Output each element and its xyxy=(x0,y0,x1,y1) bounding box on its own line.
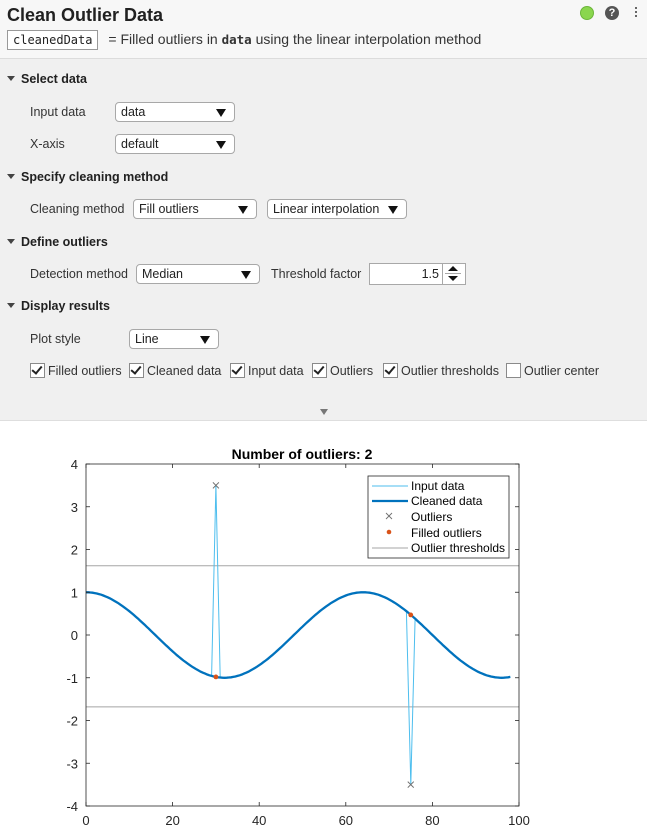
svg-text:2: 2 xyxy=(70,542,78,558)
dropdown-value: data xyxy=(121,105,146,119)
dropdown-value: Median xyxy=(142,267,183,281)
task-header xyxy=(0,0,647,59)
checkbox-input-data[interactable] xyxy=(230,364,304,379)
decrement-icon[interactable] xyxy=(448,276,458,281)
legend-outlier-thresholds: Outlier thresholds xyxy=(411,541,506,555)
checkbox-icon[interactable] xyxy=(506,363,521,378)
checkbox-icon[interactable] xyxy=(129,363,144,378)
spinner-buttons xyxy=(442,264,465,284)
checkbox-outliers[interactable] xyxy=(312,364,373,379)
dropdown-arrow-icon xyxy=(200,336,210,344)
svg-text:100: 100 xyxy=(508,813,530,828)
checkbox-cleaned-data[interactable] xyxy=(129,364,221,379)
checkbox-label: Input data xyxy=(248,364,304,378)
dropdown-arrow-icon xyxy=(238,206,248,214)
fill-method-dropdown[interactable] xyxy=(267,199,407,219)
threshold-factor-spinner[interactable] xyxy=(369,263,466,285)
section-select-data[interactable] xyxy=(7,72,87,86)
detection-method-label: Detection method xyxy=(30,267,128,281)
detection-method-dropdown[interactable] xyxy=(136,264,260,284)
collapse-icon xyxy=(7,239,15,244)
outlier-chart xyxy=(0,420,647,831)
checkbox-outlier-center[interactable] xyxy=(506,364,599,379)
plot-style-dropdown[interactable] xyxy=(129,329,219,349)
task-summary xyxy=(7,30,481,50)
svg-text:-3: -3 xyxy=(66,756,78,772)
cleaning-method-label: Cleaning method xyxy=(30,202,125,216)
collapse-icon xyxy=(7,76,15,81)
svg-text:40: 40 xyxy=(251,813,267,828)
dropdown-arrow-icon xyxy=(216,141,226,149)
expand-panel-icon[interactable] xyxy=(320,409,328,415)
legend-filled-outliers: Filled outliers xyxy=(411,526,482,540)
summary-equals: = xyxy=(108,31,117,47)
dropdown-value: Fill outliers xyxy=(139,202,199,216)
svg-text:0: 0 xyxy=(82,813,90,828)
checkbox-label: Outliers xyxy=(330,364,374,378)
checkbox-icon[interactable] xyxy=(383,363,398,378)
input-data-dropdown[interactable] xyxy=(115,102,235,122)
section-cleaning-method[interactable] xyxy=(7,170,168,184)
section-define-outliers[interactable] xyxy=(7,235,108,249)
x-axis-dropdown[interactable] xyxy=(115,134,235,154)
checkbox-label: Outlier thresholds xyxy=(401,364,499,378)
output-variable-field[interactable]: cleanedData xyxy=(7,30,98,50)
threshold-factor-label: Threshold factor xyxy=(271,267,362,281)
svg-text:80: 80 xyxy=(425,813,440,828)
chart-legend xyxy=(368,476,509,558)
checkbox-label: Outlier center xyxy=(524,364,600,378)
svg-text:-1: -1 xyxy=(66,670,78,686)
svg-text:-4: -4 xyxy=(66,799,78,814)
svg-text:1: 1 xyxy=(70,585,78,601)
legend-input-data: Input data xyxy=(411,479,465,493)
dropdown-value: Line xyxy=(135,332,159,346)
checkbox-filled-outliers[interactable] xyxy=(30,364,122,379)
dropdown-value: default xyxy=(121,137,159,151)
input-data-label: Input data xyxy=(30,105,86,119)
checkbox-icon[interactable] xyxy=(30,363,45,378)
summary-text-post: using the linear interpolation method xyxy=(255,31,482,47)
checkbox-label: Filled outliers xyxy=(48,364,122,378)
plot-style-label: Plot style xyxy=(30,332,81,346)
dropdown-arrow-icon xyxy=(241,271,251,279)
section-display-results[interactable] xyxy=(7,299,110,313)
summary-text-pre: Filled outliers in xyxy=(120,31,218,47)
legend-cleaned-data: Cleaned data xyxy=(411,494,483,508)
more-options-icon[interactable] xyxy=(633,6,639,20)
svg-text:0: 0 xyxy=(70,628,78,643)
svg-text:60: 60 xyxy=(338,813,354,828)
collapse-icon xyxy=(7,174,15,179)
section-title: Specify cleaning method xyxy=(21,170,169,184)
task-title: Clean Outlier Data xyxy=(7,5,164,25)
summary-input-var: data xyxy=(221,32,252,47)
checkbox-outlier-thresholds[interactable] xyxy=(383,364,499,379)
dropdown-arrow-icon xyxy=(388,206,398,214)
help-icon[interactable]: ? xyxy=(605,6,619,20)
legend-outliers: Outliers xyxy=(411,510,453,524)
section-title: Define outliers xyxy=(21,235,108,249)
threshold-factor-value[interactable]: 1.5 xyxy=(421,267,439,281)
spinner-divider xyxy=(445,273,461,274)
dropdown-arrow-icon xyxy=(216,109,226,117)
svg-text:3: 3 xyxy=(70,499,78,515)
status-icon xyxy=(580,6,594,20)
checkbox-label: Cleaned data xyxy=(147,364,222,378)
svg-text:20: 20 xyxy=(165,813,180,828)
section-title: Display results xyxy=(21,299,110,313)
collapse-icon xyxy=(7,303,15,308)
chart-title: Number of outliers: 2 xyxy=(231,446,373,462)
section-title: Select data xyxy=(21,72,88,86)
cleaning-method-dropdown[interactable] xyxy=(133,199,257,219)
dropdown-value: Linear interpolation xyxy=(273,202,380,216)
svg-text:-2: -2 xyxy=(66,713,78,729)
checkbox-icon[interactable] xyxy=(230,363,245,378)
svg-text:4: 4 xyxy=(70,457,78,472)
x-axis-label: X-axis xyxy=(30,137,65,151)
increment-icon[interactable] xyxy=(448,266,458,271)
checkbox-icon[interactable] xyxy=(312,363,327,378)
